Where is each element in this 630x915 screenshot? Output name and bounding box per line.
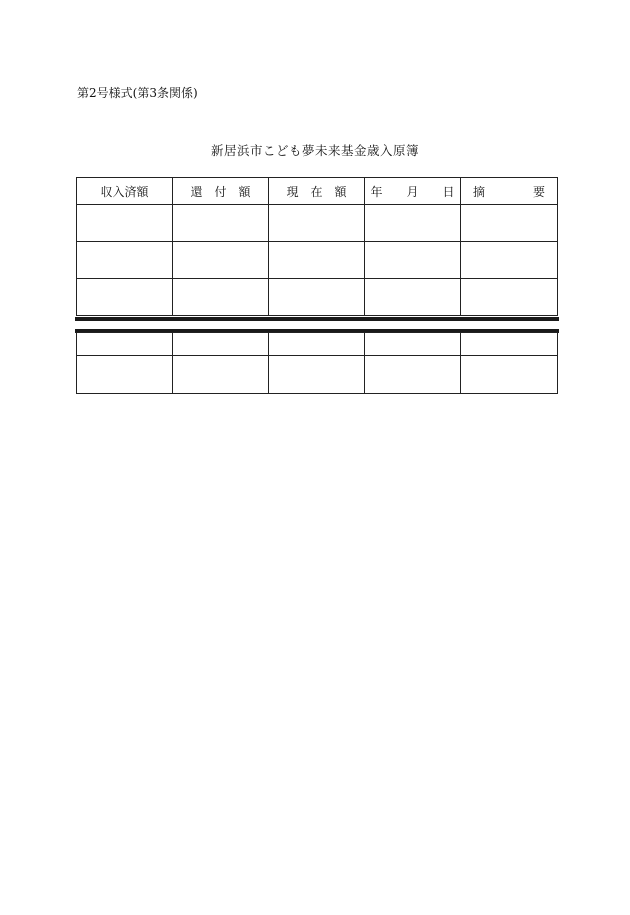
table-cell (173, 279, 269, 316)
header-remarks: 摘 要 (461, 178, 558, 205)
table-cell (365, 356, 461, 394)
table-cell (269, 356, 365, 394)
table-cell (269, 205, 365, 242)
table-cell (461, 333, 558, 356)
table-cell (173, 356, 269, 394)
table-cell (365, 242, 461, 279)
table-cell (269, 242, 365, 279)
table-row (77, 279, 558, 316)
table-row (77, 205, 558, 242)
header-date: 年 月 日 (365, 178, 461, 205)
table-cell (365, 205, 461, 242)
table-cell (461, 356, 558, 394)
table-cell (77, 279, 173, 316)
table-cell (461, 205, 558, 242)
table-cell (269, 333, 365, 356)
ledger-table-upper (76, 177, 558, 316)
table-break-divider (75, 317, 559, 333)
table-row (77, 333, 558, 356)
table-cell (461, 242, 558, 279)
table-cell (77, 242, 173, 279)
table-cell (173, 205, 269, 242)
break-line-upper (75, 317, 559, 321)
table-row (77, 356, 558, 394)
table-cell (365, 279, 461, 316)
form-number-label: 第2号様式(第3条関係) (77, 86, 198, 100)
header-row (77, 178, 558, 205)
table-cell (77, 205, 173, 242)
table-row (77, 242, 558, 279)
table-cell (269, 279, 365, 316)
document-title: 新居浜市こども夢未来基金歳入原簿 (210, 143, 419, 158)
table-cell (77, 333, 173, 356)
table-cell (365, 333, 461, 356)
ledger-table (76, 177, 557, 395)
table-cell (173, 242, 269, 279)
ledger-table-lower (76, 332, 558, 394)
header-current-amount: 現 在 額 (269, 178, 365, 205)
table-cell (77, 356, 173, 394)
table-cell (173, 333, 269, 356)
header-received-amount: 収入済額 (77, 178, 173, 205)
header-refund-amount: 還 付 額 (173, 178, 269, 205)
table-cell (461, 279, 558, 316)
